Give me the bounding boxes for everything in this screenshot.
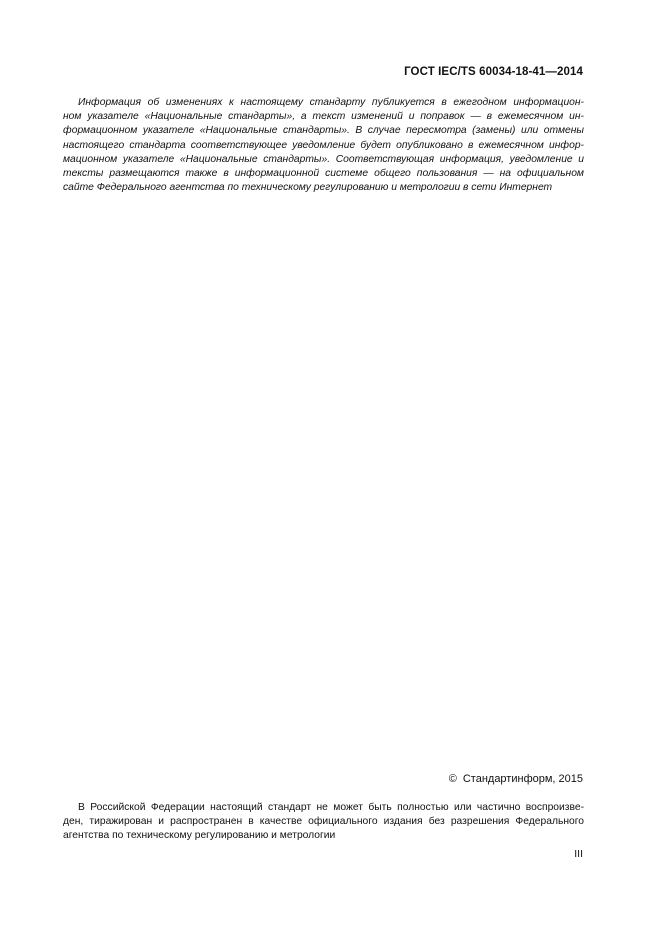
copyright-notice [449, 773, 583, 785]
notice-line: формационном указателе «Национальные стандарты». В случае пересмотра (замены) или отмены [63, 125, 584, 137]
reproduction-restriction [63, 801, 584, 844]
notice-line: Информация об изменениях к настоящему стандарту публикуется в ежегодном информацион- [78, 97, 584, 108]
amendments-notice [63, 96, 584, 195]
legal-line: агентства по техническому регулированию и метрологии [63, 830, 336, 842]
page-number: III [574, 848, 583, 860]
notice-line: ном указателе «Национальные стандарты», а текст изменений и поправок — в ежемесячном ин- [63, 111, 584, 123]
legal-line: В Российской Федерации настоящий стандарт не может быть полностью или частично воспроизве- [78, 802, 584, 813]
document-id: ГОСТ IEC/TS 60034-18-41—2014 [404, 66, 583, 78]
copyright-text: Стандартинформ, 2015 [462, 773, 583, 785]
notice-line: тексты размещаются также в информационной системе общего пользования — на официальном [63, 168, 584, 180]
notice-line: настоящего стандарта соответствующее уведомление будет опубликовано в ежемесячном инфор- [63, 139, 584, 151]
notice-line: мационном указателе «Национальные стандарты». Соответствующая информация, уведомление и [63, 153, 584, 165]
copyright-icon: © [448, 773, 457, 785]
notice-line: сайте Федерального агентства по техническому регулированию и метрологии в сети Интернет [63, 182, 553, 194]
legal-line: ден, тиражирован и распространен в качестве официального издания без разрешения Федерального [63, 816, 584, 828]
